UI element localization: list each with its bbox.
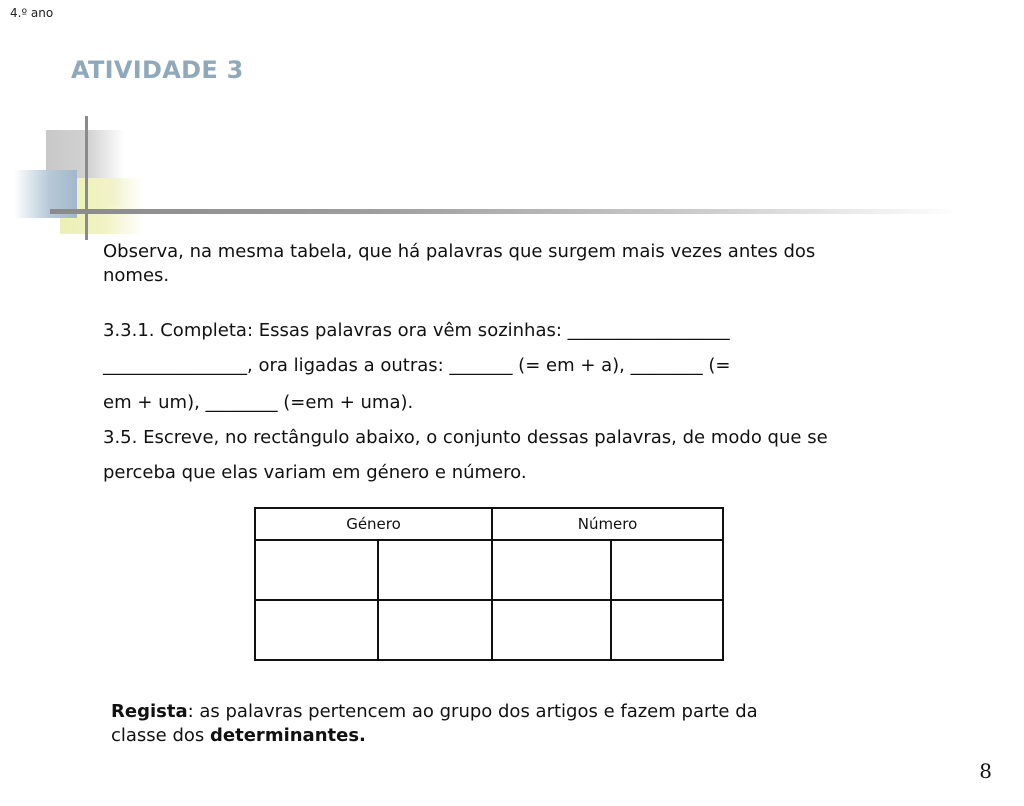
table-cell[interactable] <box>378 540 492 600</box>
decorative-vertical-line <box>85 116 88 240</box>
table-cell[interactable] <box>255 540 378 600</box>
table-cell[interactable] <box>492 600 611 660</box>
table-header-numero: Número <box>492 508 723 540</box>
intro-text-line: nomes. <box>103 265 170 286</box>
exercise-text-line: ________________, ora ligadas a outras: _______ (= em + a), ________ (= <box>103 355 731 376</box>
note-text: : as palavras pertencem ao grupo dos artigos e fazem parte da <box>187 701 758 722</box>
exercise-text-line: 3.3.1. Completa: Essas palavras ora vêm sozinhas: __________________ <box>103 320 730 341</box>
table-cell[interactable] <box>492 540 611 600</box>
table-row <box>255 540 723 600</box>
table-cell[interactable] <box>611 540 723 600</box>
table-header-genero: Género <box>255 508 492 540</box>
note-text: classe dos <box>111 725 211 746</box>
regista-note <box>111 700 871 748</box>
table-cell[interactable] <box>611 600 723 660</box>
exercise-text-line: 3.5. Escreve, no rectângulo abaixo, o conjunto dessas palavras, de modo que se <box>103 427 828 448</box>
table-cell[interactable] <box>378 600 492 660</box>
note-bold-label: Regista <box>111 701 188 722</box>
decorative-horizontal-rule <box>50 209 960 214</box>
exercise-text-line: em + um), ________ (=em + uma). <box>103 392 414 413</box>
table-row <box>255 600 723 660</box>
activity-title: ATIVIDADE 3 <box>71 56 244 84</box>
intro-text-line: Observa, na mesma tabela, que há palavras que surgem mais vezes antes dos <box>103 241 816 262</box>
exercise-text-line: perceba que elas variam em género e número. <box>103 462 527 483</box>
table-cell[interactable] <box>255 600 378 660</box>
table-header-row <box>255 508 723 540</box>
gender-number-table <box>254 507 724 661</box>
note-bold-term: determinantes. <box>210 725 366 746</box>
grade-label: 4.º ano <box>10 6 54 20</box>
page-number: 8 <box>979 759 992 783</box>
